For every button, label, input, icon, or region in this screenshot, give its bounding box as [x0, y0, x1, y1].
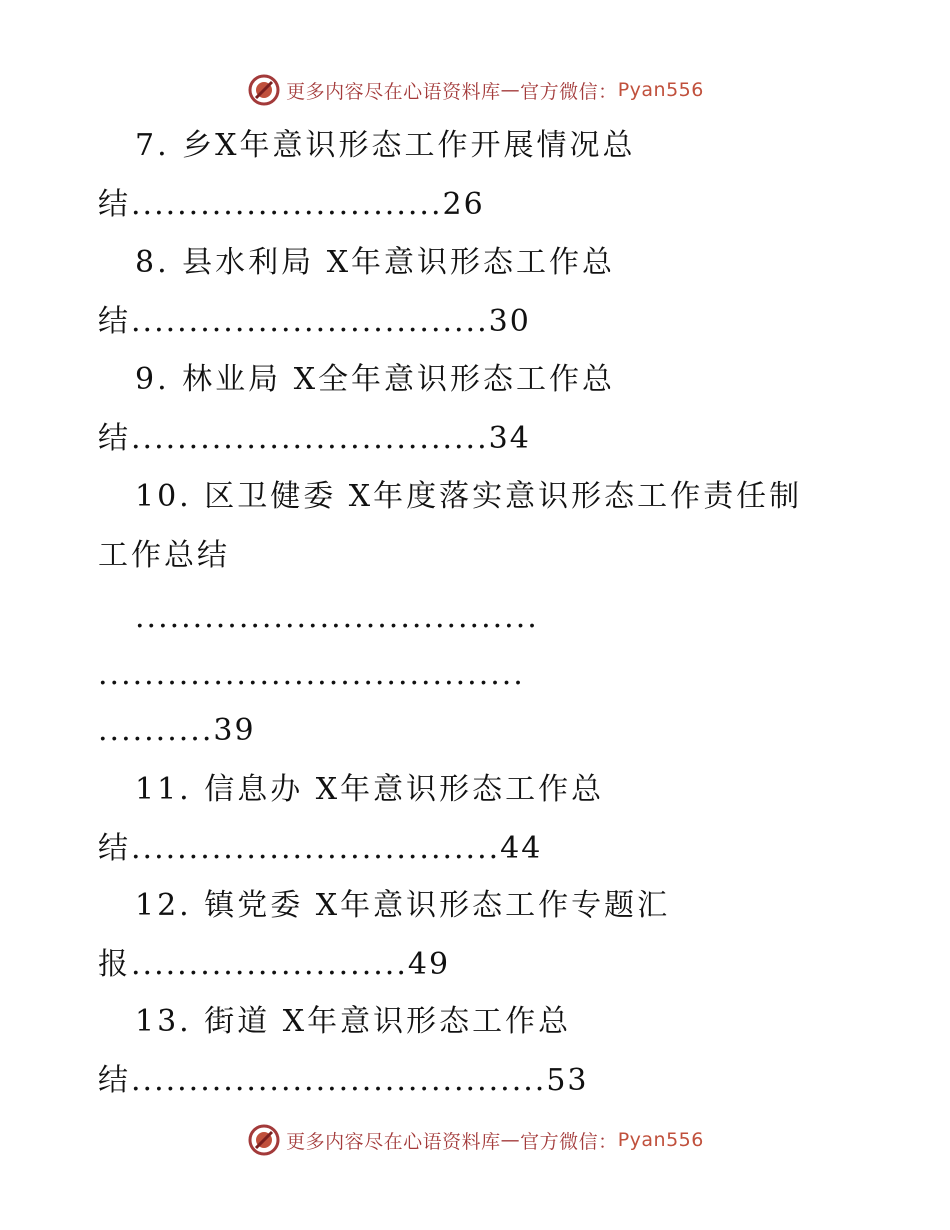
toc-entry-13-page: 53 [546, 1063, 589, 1098]
watermark-label: 官方微信： [520, 80, 618, 103]
toc-entry-7-title: 7. 乡X年意识形态工作开展情况总 [135, 128, 636, 163]
toc-entry-8-tail: 结 [98, 304, 131, 339]
toc-entry-9-leader [98, 419, 531, 459]
toc-entry-11-dots: ................................ [131, 831, 501, 866]
pen-logo-icon [246, 1122, 282, 1158]
toc-entry-9-title: 9. 林业局 X全年意识形态工作总 [135, 362, 616, 397]
toc-entry-12-page: 49 [407, 947, 451, 982]
pen-logo-icon [246, 72, 282, 108]
toc-entry-13-dots: .................................... [131, 1063, 547, 1098]
toc-entry-10-page: 39 [213, 713, 256, 748]
watermark-banner-top [0, 70, 950, 110]
toc-entry-8-title: 8. 县水利局 X年意识形态工作总 [135, 245, 616, 280]
toc-entry-8-dots: ............................... [131, 304, 489, 339]
watermark-wechat-id: Pyan556 [617, 79, 704, 101]
toc-entry-7-dots: ........................... [131, 187, 443, 222]
toc-entry-8-leader [98, 302, 531, 342]
watermark-separator: — [500, 79, 521, 101]
toc-entry-11-page: 44 [500, 831, 543, 866]
toc-entry-8-page: 30 [488, 304, 531, 339]
toc-entry-7-page: 26 [442, 187, 485, 222]
toc-entry-10-title-cont: 工作总结 [98, 538, 230, 573]
toc-entry-12-title: 12. 镇党委 X年意识形态工作专题汇 [135, 888, 671, 923]
watermark-separator: — [500, 1129, 521, 1151]
toc-entry-9-page: 34 [488, 421, 531, 456]
watermark-text: 更多内容尽在心语资料库 [286, 80, 501, 103]
toc-entry-10-leader [98, 711, 256, 751]
toc-entry-12-leader [98, 945, 450, 985]
toc-entry-7-tail: 结 [98, 187, 131, 222]
watermark-label: 官方微信： [520, 1130, 618, 1153]
toc-entry-10-title: 10. 区卫健委 X年度落实意识形态工作责任制 [135, 479, 803, 514]
toc-entry-11-tail: 结 [98, 831, 131, 866]
watermark-banner-bottom [0, 1120, 950, 1160]
toc-entry-12-dots: ........................ [131, 947, 408, 982]
toc-entry-7-leader [98, 185, 485, 225]
toc-entry-10-dots-1: ................................... [135, 600, 539, 635]
watermark-wechat-id: Pyan556 [617, 1129, 704, 1151]
toc-entry-11-leader [98, 829, 542, 869]
toc-entry-9-dots: ............................... [131, 421, 489, 456]
toc-entry-11-title: 11. 信息办 X年意识形态工作总 [135, 772, 605, 807]
toc-entry-13-leader [98, 1061, 589, 1101]
toc-entry-13-tail: 结 [98, 1063, 131, 1098]
toc-entry-13-title: 13. 街道 X年意识形态工作总 [135, 1004, 572, 1039]
toc-entry-12-tail: 报 [98, 947, 131, 982]
toc-entry-10-dots-3: .......... [98, 713, 214, 748]
toc-entry-10-dots-2: ..................................... [98, 657, 525, 692]
watermark-text: 更多内容尽在心语资料库 [286, 1130, 501, 1153]
toc-entry-9-tail: 结 [98, 421, 131, 456]
